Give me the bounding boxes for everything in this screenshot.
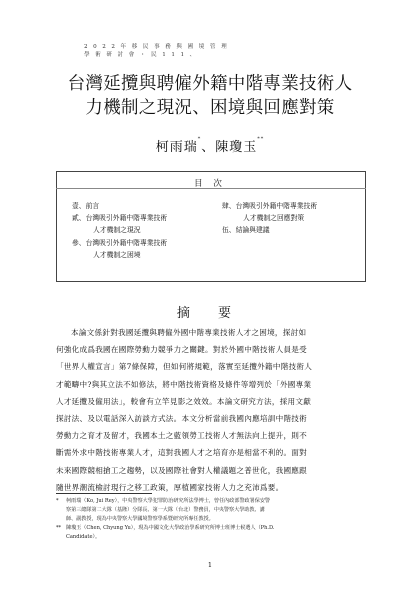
toc-item-text: 人才機制之現況 — [93, 226, 141, 235]
abstract-line: 隨世界潮流檢討現行之移工政策，厚植國家技術人力之充沛爲要。 — [56, 482, 284, 492]
footnote-1 — [56, 497, 362, 523]
toc-right-column — [222, 200, 317, 237]
toc-item — [72, 249, 167, 261]
footnote-line: 師、副教授，現為中央警察大學國境警察學系暨研究所專任教授。 — [66, 515, 214, 522]
author-name-2: 陳瓊玉 — [215, 140, 258, 155]
author-name-1: 柯雨瑞 — [155, 140, 198, 155]
toc-item-text: 貳、台灣吸引外籍中階專業技術 — [72, 214, 168, 223]
toc-item — [222, 224, 317, 236]
author-footnote-mark-1: * — [197, 136, 202, 142]
author-separator: 、 — [201, 140, 216, 155]
footnote-line: 察第三總隊第二大隊（基隆）分隊長、第一大隊（台北）警務員，中央警察大學助教、講 — [66, 506, 265, 513]
toc-item — [72, 224, 167, 236]
abstract-heading: 摘 要 — [176, 306, 244, 321]
abstract-line: 勞動力之育才及留才，我國本土之藍領勞工技術人才無法向上提升，則不 — [56, 431, 307, 441]
footnote-line: Candidate）。 — [66, 533, 101, 540]
toc-item — [222, 212, 317, 224]
running-header-line-1: 2 0 2 2 年 移 民 事 務 與 國 境 管 理 — [84, 44, 229, 50]
running-header-line-2: 學 術 研 討 會 ・ 民 1 1 1 、 — [84, 52, 198, 58]
author-line — [0, 136, 420, 155]
paper-title-line-1: 台灣延攬與聘僱外籍中階專業技術人 — [67, 74, 353, 94]
footnote-mark: * — [56, 498, 59, 504]
abstract-line: 何強化成爲我國在國際勞動力競爭力之關鍵。對於外國中階技術人員是受 — [56, 345, 307, 355]
abstract-line: 「世界人權宣言」第7條保障，但如何將規範，落實至延攬外籍中階技術人 — [56, 362, 313, 372]
toc-item-text: 人才機制之回應對策 — [243, 214, 305, 223]
page-number: 1 — [207, 561, 213, 569]
toc-left-column — [72, 200, 167, 261]
toc-item-text: 人才機制之困境 — [93, 250, 141, 259]
footnote-line: 柯雨瑞（Ko, Jui Rey），中央警察大學犯罪防治研究所法學博士，曾任內政部警政署保安警 — [66, 498, 271, 504]
toc-item-text: 壹、前言 — [72, 202, 100, 210]
toc-item — [222, 200, 317, 212]
abstract-line: 斷需外求中階技術專業人才，這對我國人才之培育亦是相當不利的。面對 — [56, 448, 307, 458]
toc-item-text: 肆、台灣吸引外籍中階專業技術 — [222, 202, 318, 210]
author-footnote-mark-2: ** — [257, 136, 265, 142]
abstract-line: 探討法、及以電話深入訪談方式法。本文分析當前我國內應培訓中階技術 — [56, 413, 307, 423]
toc-item — [72, 212, 167, 224]
toc-item-text: 參、台灣吸引外籍中階專業技術 — [72, 238, 168, 247]
footnote-line: 陳瓊玉（Chen, Chyung Yu），現為中國文化大學政治學系研究所博士班博士候選人（Ph.D. — [66, 525, 275, 531]
paper-title-line-2: 力機制之現況、困境與回應對策 — [85, 98, 335, 118]
abstract-body — [56, 324, 364, 496]
abstract-line: 未來國際競相搶工之趨勢，以及國際社會對人權議題之普世化，我國應跟 — [56, 465, 307, 475]
abstract-line: 本論文係針對我國延攬與聘僱外國中階專業技術人才之困境，探討如 — [71, 328, 307, 337]
footnote-rule — [56, 493, 152, 494]
toc-item — [72, 237, 167, 249]
toc-item — [72, 200, 167, 212]
footnote-2 — [56, 524, 362, 542]
abstract-line: 人才延攬及僱用法」，較會有立竿見影之效效。本論文研究方法，採用文獻 — [56, 396, 312, 406]
toc-item-text: 伍、結論與建議 — [222, 226, 270, 235]
abstract-line: 才範疇中?與其立法不如修法，將中階技術資格及條件等增列於「外國專業 — [56, 379, 312, 389]
toc-title: 目 次 — [194, 179, 226, 189]
footnote-mark: ** — [56, 525, 62, 531]
